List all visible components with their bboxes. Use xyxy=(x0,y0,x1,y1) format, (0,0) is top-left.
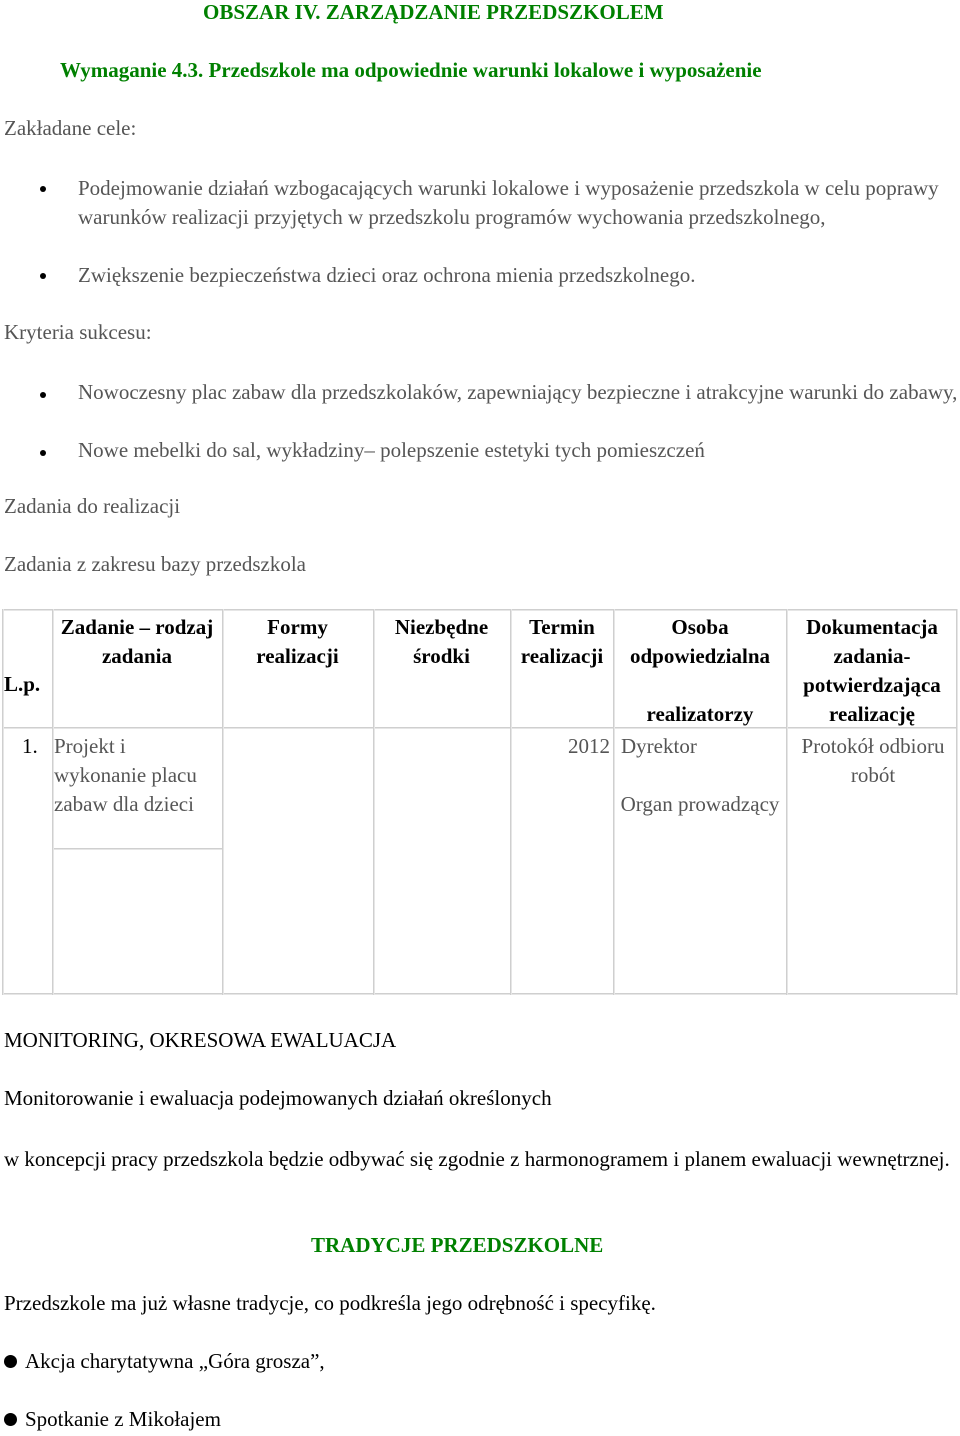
monitoring-para1: Monitorowanie i ewaluacja podejmowanych działań określonych xyxy=(4,1086,552,1110)
tradition-item xyxy=(4,1349,325,1374)
table-border xyxy=(2,609,958,611)
table-border xyxy=(52,848,224,850)
bullet-icon xyxy=(4,1413,17,1426)
bullet-icon xyxy=(40,273,46,279)
bullet-icon xyxy=(40,392,46,398)
goal-item: Zwiększenie bezpieczeństwa dzieci oraz ochrona mienia przedszkolnego. xyxy=(78,263,696,287)
criteria-item: Nowoczesny plac zabaw dla przedszkolaków, zapewniający bezpieczne i atrakcyjne warunki do zabawy, xyxy=(78,380,958,404)
header-term: Termin realizacji xyxy=(520,615,604,668)
bullet-icon xyxy=(40,186,46,192)
traditions-heading: TRADYCJE PRZEDSZKOLNE xyxy=(311,1233,604,1257)
traditions-intro: Przedszkole ma już własne tradycje, co podkreśla jego odrębność i specyfikę. xyxy=(4,1291,656,1315)
header-task: Zadanie – rodzaj zadania xyxy=(60,615,214,668)
tasks-heading: Zadania do realizacji xyxy=(4,494,181,518)
tradition-item-label: Akcja charytatywna „Góra grosza”, xyxy=(25,1349,325,1373)
goal-item: Podejmowanie działań wzbogacających warunki lokalowe i wyposażenie przedszkola w celu poprawy warunków realizacji przyjętych w przedszkolu programów wychowania przedszkolnego, xyxy=(78,176,939,229)
header-forms: Formy realizacji xyxy=(256,615,339,668)
requirement-title: Wymaganie 4.3. Przedszkole ma odpowiednie warunki lokalowe i wyposażenie xyxy=(60,58,762,82)
cell-person-extra: Organ prowadzący xyxy=(620,792,780,816)
bullet-icon xyxy=(4,1355,17,1368)
cell-task: Projekt i wykonanie placu zabaw dla dzieci xyxy=(54,734,197,816)
cell-lp: 1. xyxy=(22,734,38,758)
cell-term: 2012 xyxy=(568,734,610,758)
header-means: Niezbędne środki xyxy=(394,615,489,668)
table-border xyxy=(2,993,958,995)
tradition-item-label: Spotkanie z Mikołajem xyxy=(25,1407,221,1431)
table-border xyxy=(2,609,4,995)
criteria-item: Nowe mebelki do sal, wykładziny– polepszenie estetyki tych pomieszczeń xyxy=(78,438,705,462)
header-person: Osoba odpowiedzialna xyxy=(629,615,771,668)
criteria-heading: Kryteria sukcesu: xyxy=(4,320,152,344)
tradition-item xyxy=(4,1407,221,1432)
header-person-extra: realizatorzy xyxy=(646,702,754,726)
header-lp: L.p. xyxy=(4,672,41,696)
cell-person: Dyrektor xyxy=(621,734,697,758)
area-title: OBSZAR IV. ZARZĄDZANIE PRZEDSZKOLEM xyxy=(203,0,664,24)
goals-heading: Zakładane cele: xyxy=(4,116,137,140)
monitoring-heading: MONITORING, OKRESOWA EWALUACJA xyxy=(4,1028,397,1052)
tasks-subheading: Zadania z zakresu bazy przedszkola xyxy=(4,552,306,576)
bullet-icon xyxy=(40,450,46,456)
monitoring-para2: w koncepcji pracy przedszkola będzie odbywać się zgodnie z harmonogramem i planem ewaluacji wewnętrznej. xyxy=(4,1147,950,1171)
cell-docs: Protokół odbioru robót xyxy=(801,734,945,787)
header-docs: Dokumentacja zadania-potwierdzająca realizację xyxy=(803,615,941,726)
